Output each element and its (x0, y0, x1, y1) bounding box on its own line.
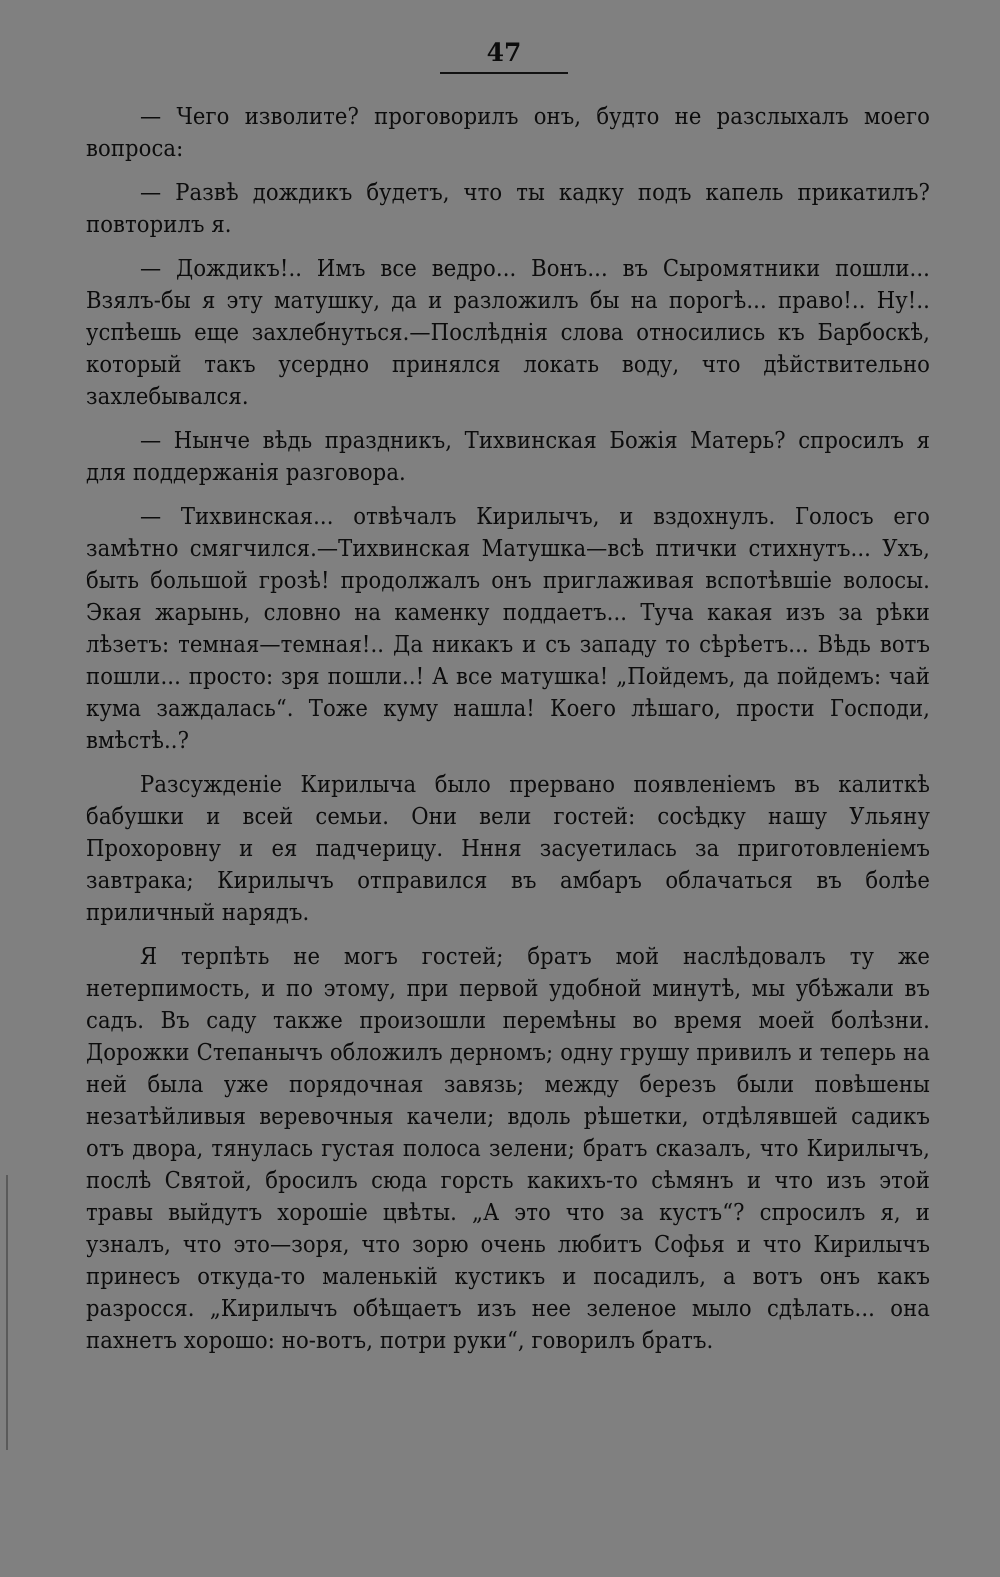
paragraph-7: Я терпѣть не могъ гостей; братъ мой наслѣдовалъ ту же нетерпимость, и по этому, при первой удобной минутѣ, мы убѣжали въ садъ. Въ саду также произошли перемѣны во время моей болѣзни. Дорожки Степанычъ обложилъ дерномъ; одну грушу привилъ и теперь на ней была уже порядочная завязь; между березъ были повѣшены незатѣйливыя веревочныя качели; вдоль рѣшетки, отдѣлявшей садикъ отъ двора, тянулась густая полоса зелени; братъ сказалъ, что Кирилычъ, послѣ Святой, бросилъ сюда горсть какихъ-то сѣмянъ и что изъ этой травы выйдутъ хорошіе цвѣты. „А это что за кустъ“? спросилъ я, и узналъ, что это—зоря, что зорю очень любитъ Софья и что Кирилычъ принесъ откуда-то маленькій кустикъ и посадилъ, а вотъ онъ какъ разросся. „Кирилычъ обѣщаетъ изъ нее зеленое мыло сдѣлать... она пахнетъ хорошо: но-вотъ, потри руки“, говорилъ братъ. (86, 942, 930, 1354)
paragraph-4: — Нынче вѣдь праздникъ, Тихвинская Божія Матерь? спросилъ я для поддержанія разговора. (86, 426, 930, 486)
body-text (86, 100, 930, 1368)
paragraph-1: — Чего изволите? проговорилъ онъ, будто не разслыхалъ моего вопроса: (86, 102, 930, 162)
paragraph-5: — Тихвинская... отвѣчалъ Кирилычъ, и вздохнулъ. Голосъ его замѣтно смягчился.—Тихвинская Матушка—всѣ птички стихнутъ... Ухъ, быть большой грозѣ! продолжалъ онъ приглаживая вспотѣвшіе волосы. Экая жарынь, словно на каменку поддаетъ... Туча какая изъ за рѣки лѣзетъ: темная—темная!.. Да никакъ и съ западу то сѣрѣетъ... Вѣдь вотъ пошли... просто: зря пошли..! А все матушка! „Пойдемъ, да пойдемъ: чай кума заждалась“. Тоже куму нашла! Коего лѣшаго, прости Господи, вмѣстѣ..? (86, 502, 930, 754)
page-number: 47 (486, 38, 522, 67)
paragraph-6: Разсужденіе Кирилыча было прервано появленіемъ въ калиткѣ бабушки и всей семьи. Они вели гостей: сосѣдку нашу Ульяну Прохоровну и ея падчерицу. Нння засуетилась за приготовленіемъ завтрака; Кирилычъ отправился въ амбаръ облачаться въ болѣе приличный нарядъ. (86, 770, 930, 926)
header-rule (440, 72, 568, 74)
paragraph-3: — Дождикъ!.. Имъ все ведро... Вонъ... въ Сыромятники пошли... Взялъ-бы я эту матушку, да и разложилъ бы на порогѣ... право!.. Ну!.. успѣешь еще захлебнуться.—Послѣднія слова относились къ Барбоскѣ, который такъ усердно принялся локать воду, что дѣйствительно захлебывался. (86, 254, 930, 410)
paragraph-2: — Развѣ дождикъ будетъ, что ты кадку подъ капель прикатилъ? повторилъ я. (86, 178, 930, 238)
scan-edge-mark (6, 1175, 8, 1450)
